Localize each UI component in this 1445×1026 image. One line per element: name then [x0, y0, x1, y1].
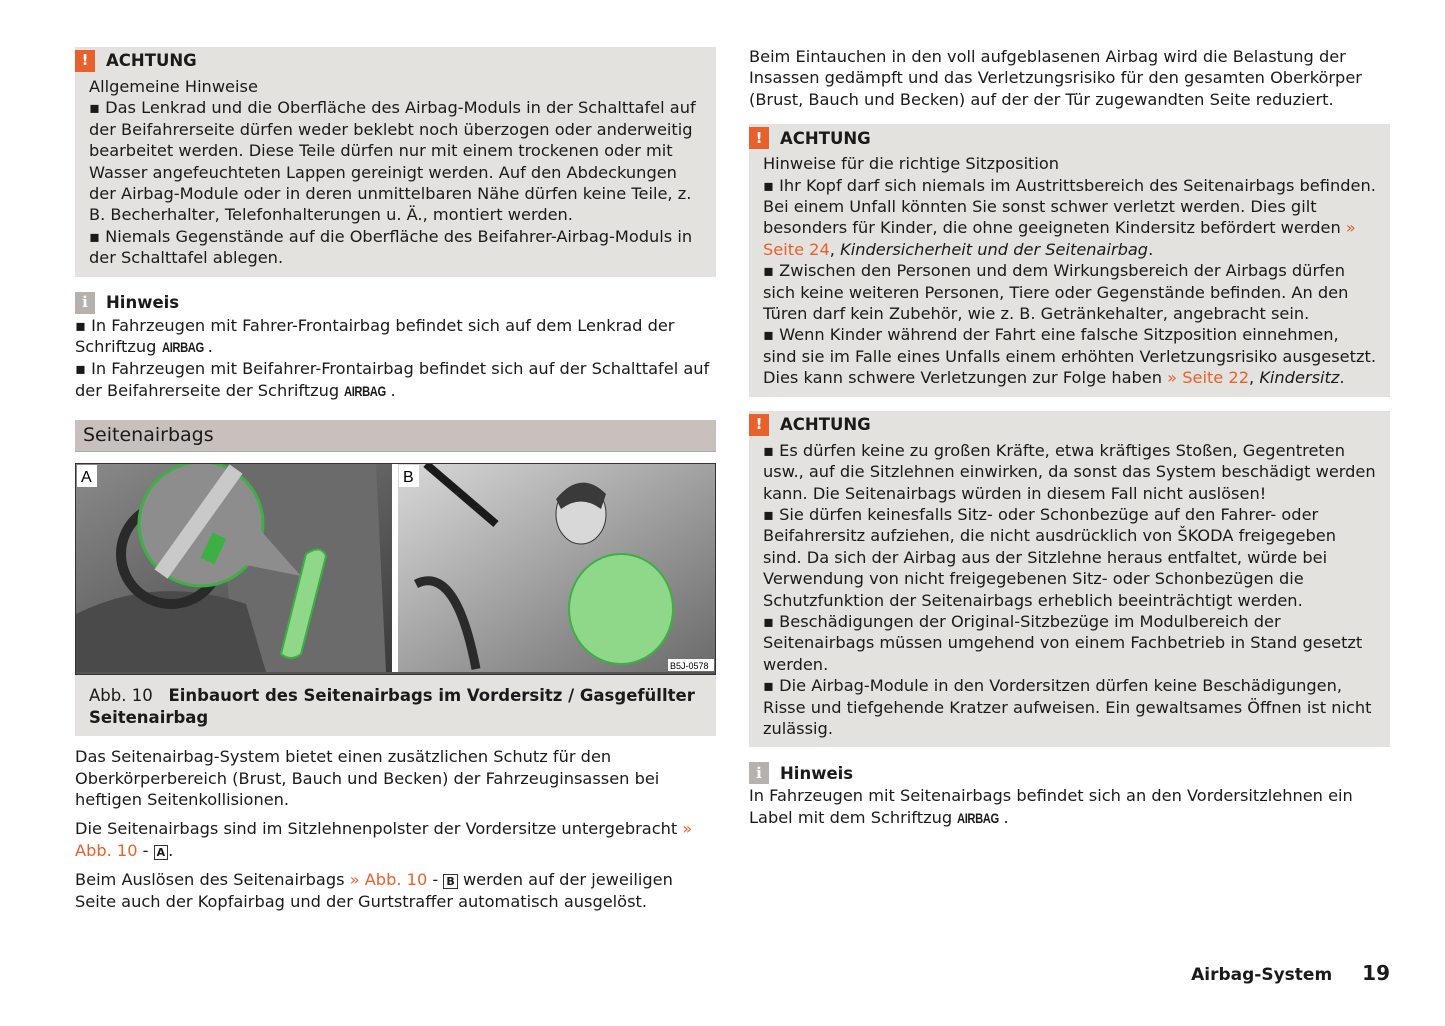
bullet-text: Wenn Kinder während der Fahrt eine falsche Sitzposition einnehmen, sind sie im Falle eines Unfalls einem erhöhten Verletzungsrisiko ausgesetzt. Dies kann schwere Verletzungen zur Folge haben: [763, 325, 1376, 388]
warning-icon: !: [75, 50, 95, 72]
figure-caption: [75, 675, 716, 736]
figure-label-b: B: [403, 469, 414, 487]
paragraph-text: werden auf der jeweiligen Seite auch der Kopfairbag und der Gurtstraffer automatisch ausgelöst.: [75, 870, 673, 911]
figure-key-a: A: [154, 845, 169, 860]
page-footer: [1191, 963, 1390, 986]
note-text: In Fahrzeugen mit Fahrer-Frontairbag befindet sich auf dem Lenkrad der Schriftzug: [75, 315, 675, 357]
note-text: In Fahrzeugen mit Beifahrer-Frontairbag befindet sich auf der Schalttafel auf der Beifahrerseite der Schriftzug: [75, 359, 710, 400]
figure-key-b: B: [443, 874, 457, 889]
warning-subtitle: Hinweise für die richtige Sitzposition: [763, 154, 1060, 174]
note-title: Hinweis: [780, 763, 854, 783]
airbag-logo: AIRBAG: [161, 339, 204, 356]
note-bullet: ▪ In Fahrzeugen mit Beifahrer-Frontairbag befindet sich auf der Schalttafel auf der Beifahrerseite der Schriftzug AIRBAG .: [75, 358, 716, 402]
paragraph: Die Seitenairbags sind im Sitzlehnenpolster der Vordersitze untergebracht » Abb. 10 - A .: [75, 819, 693, 860]
link-reference: Kindersitz: [1259, 368, 1340, 388]
figure-caption-text: Einbauort des Seitenairbags im Vordersitz / Gasgefüllter Seitenairbag: [89, 686, 695, 727]
figure-code: B5J-0578: [670, 661, 709, 672]
warning-title: ACHTUNG: [106, 51, 197, 71]
warning-bullet: ▪ Niemals Gegenstände auf die Oberfläche des Beifahrer-Airbag-Moduls in der Schalttafel ablegen.: [89, 226, 702, 269]
paragraph-text: Beim Auslösen des Seitenairbags: [75, 870, 345, 890]
separator: -: [427, 870, 444, 890]
warning-icon: !: [749, 414, 769, 436]
warning-box-seat-covers: [749, 411, 1390, 748]
right-column: [749, 46, 1390, 829]
figure-side-airbag: [75, 463, 716, 675]
warning-icon: !: [749, 127, 769, 149]
warning-bullet: ▪ Sie dürfen keinesfalls Sitz- oder Schonbezüge auf den Fahrer- oder Beifahrersitz aufziehen, die nicht ausdrücklich von ŠKODA freigegeben sind. Da sich der Airbag aus der Sitzlehne heraus entfaltet, würde bei Verwendung von nicht freigegebenen Sitz- oder Schonbezügen die Schutzfunktion der Seitenairbags erheblich beeinträchtigt werden.: [763, 504, 1376, 611]
warning-bullet: ▪ Zwischen den Personen und dem Wirkungsbereich der Airbags dürfen sich keine weiteren Personen, Tiere oder Gegenstände befinden. An den Türen darf kein Zubehör, wie z. B. Getränkehalter, angebracht sein.: [763, 260, 1376, 324]
airbag-logo: AIRBAG: [344, 382, 387, 399]
warning-box-seat-position: [749, 124, 1390, 396]
separator: -: [137, 840, 154, 860]
warning-bullet: ▪ Ihr Kopf darf sich niemals im Austrittsbereich des Seitenairbags befinden. Bei einem Unfall könnten Sie sonst schwer verletzt werden. Dies gilt besonders für Kinder, die ohne geeigneten Kindersitz befördert werden » Seite 24, Kindersicherheit und der Seitenairbag.: [763, 175, 1376, 261]
footer-section: Airbag-System: [1191, 965, 1333, 985]
note-bullet: ▪ In Fahrzeugen mit Fahrer-Frontairbag befindet sich auf dem Lenkrad der Schriftzug AIRBAG .: [75, 315, 716, 359]
warning-bullet: ▪ Die Airbag-Module in den Vordersitzen dürfen keine Beschädigungen, Risse und tiefgehende Kratzer aufweisen. Ein gewaltsames Öffnen ist nicht zulässig.: [763, 675, 1376, 739]
note-side-airbag-label: [749, 761, 1390, 829]
note-frontairbag: [75, 291, 716, 403]
warning-bullet: ▪ Es dürfen keine zu großen Kräfte, etwa kräftiges Stoßen, Gegentreten usw., auf die Sitzlehnen einwirken, da sonst das System beschädigt werden kann. Die Seitenairbags würden in diesem Fall nicht auslösen!: [763, 440, 1376, 504]
page-link[interactable]: » Seite 22: [1167, 368, 1250, 388]
note-title: Hinweis: [106, 292, 180, 312]
warning-bullet: ▪ Wenn Kinder während der Fahrt eine falsche Sitzposition einnehmen, sind sie im Falle eines Unfalls einem erhöhten Verletzungsrisiko ausgesetzt. Dies kann schwere Verletzungen zur Folge haben » Seite 22, Kindersitz.: [763, 324, 1376, 388]
bullet-text: Ihr Kopf darf sich niemals im Austrittsbereich des Seitenairbags befinden. Bei einem Unfall könnten Sie sonst schwer verletzt werden. Dies gilt besonders für Kinder, die ohne geeigneten Kindersitz befördert werden: [763, 175, 1376, 238]
figure-label-a: A: [81, 469, 92, 487]
warning-bullet: ▪ Beschädigungen der Original-Sitzbezüge im Modulbereich der Seitenairbags müssen umgehend von einem Fachbetrieb in Stand gesetzt werden.: [763, 611, 1376, 675]
warning-bullet: ▪ Das Lenkrad und die Oberfläche des Airbag-Moduls in der Schalttafel auf der Beifahrerseite dürfen weder beklebt noch überzogen oder anderweitig bearbeitet werden. Diese Teile dürfen nur mit einem trockenen oder mit Wasser angefeuchteten Lappen gereinigt werden. Auf den Abdeckungen der Airbag-Module oder in deren unmittelbaren Nähe dürfen keine Teile, z. B. Becherhalter, Telefonhalterungen u. Ä., montiert werden.: [89, 97, 702, 225]
paragraph-text: Die Seitenairbags sind im Sitzlehnenpolster der Vordersitze untergebracht: [75, 819, 678, 839]
paragraph: Das Seitenairbag-System bietet einen zusätzlichen Schutz für den Oberkörperbereich (Brust, Bauch und Becken) der Fahrzeuginsassen bei heftigen Seitenkollisionen.: [75, 747, 660, 809]
warning-subtitle: Allgemeine Hinweise: [89, 77, 258, 96]
page-number: 19: [1362, 961, 1390, 985]
warning-title: ACHTUNG: [780, 414, 871, 434]
airbag-logo: AIRBAG: [957, 809, 1000, 826]
left-column: [75, 47, 716, 912]
paragraph: [75, 869, 716, 912]
figure-link[interactable]: » Abb. 10: [75, 819, 693, 860]
figure-number: Abb. 10: [89, 686, 153, 706]
note-text: In Fahrzeugen mit Seitenairbags befindet sich an den Vordersitzlehnen ein Label mit dem Schriftzug AIRBAG .: [749, 785, 1390, 829]
figure-illustration: [76, 464, 715, 672]
section-title: Seitenairbags: [75, 420, 716, 452]
info-icon: i: [75, 292, 95, 314]
page-link[interactable]: » Seite 24: [763, 218, 1356, 259]
link-reference: Kindersicherheit und der Seitenairbag: [840, 239, 1149, 259]
info-icon: i: [749, 762, 769, 784]
figure-link[interactable]: » Abb. 10: [349, 870, 428, 890]
note-body: In Fahrzeugen mit Seitenairbags befindet sich an den Vordersitzlehnen ein Label mit dem Schriftzug: [749, 786, 1353, 827]
warning-title: ACHTUNG: [780, 128, 871, 148]
paragraph: Beim Eintauchen in den voll aufgeblasenen Airbag wird die Belastung der Insassen gedämpft und das Verletzungsrisiko für den gesamten Oberkörper (Brust, Bauch und Becken) auf der der Tür zugewandten Seite reduziert.: [749, 47, 1362, 109]
warning-box-general: [75, 47, 716, 277]
